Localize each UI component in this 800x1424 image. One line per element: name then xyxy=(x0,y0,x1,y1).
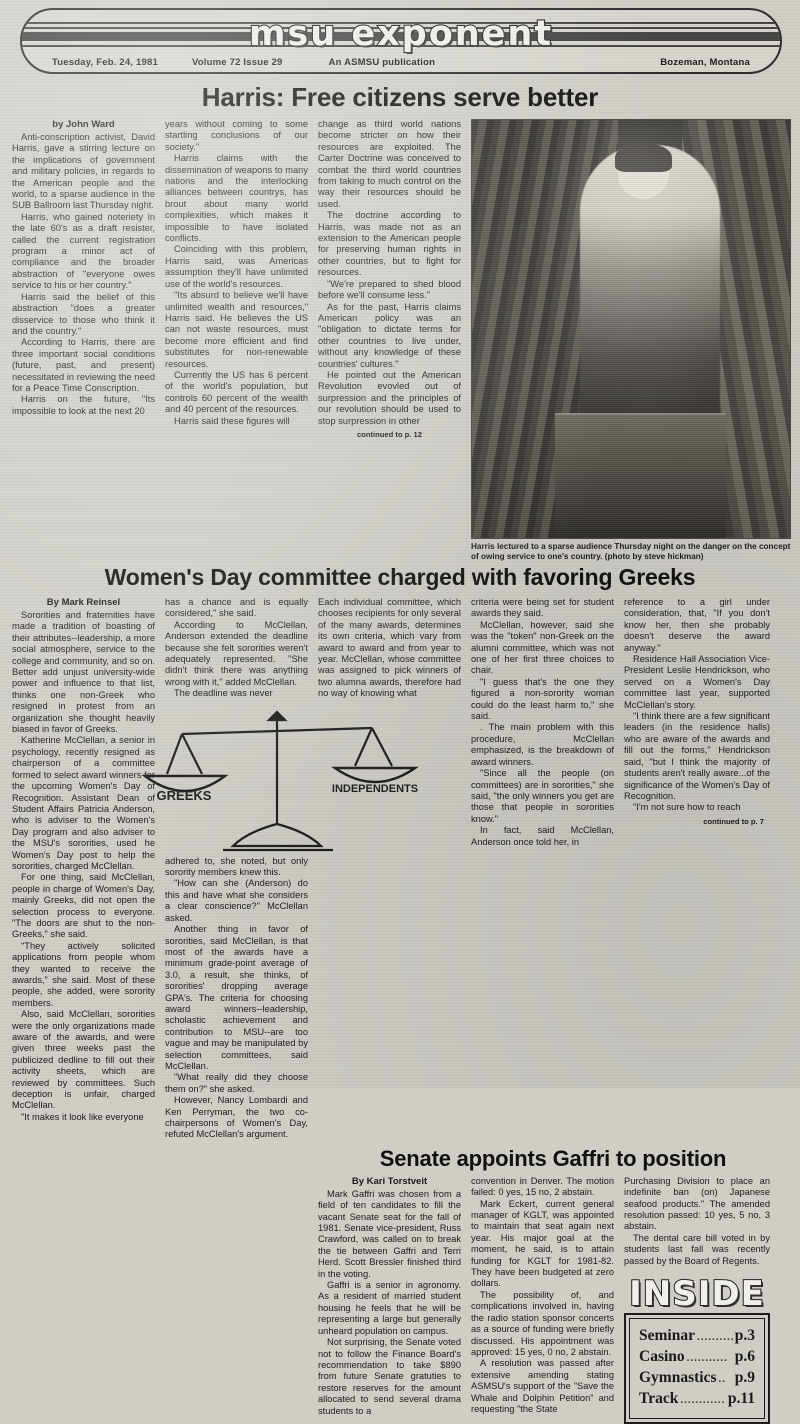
story1-column-3 xyxy=(318,119,461,562)
inside-item-dots: ........... xyxy=(686,1352,728,1365)
paragraph: Katherine McClellan, a senior in psychology, recently resigned as chairperson of a committee formed to select award winners for the upcoming Women's Day of Recognition. Assistant Dean of Student Affairs Patricia Anderson, who is adviser to the Women's Day program and also adviser to the MSU's sororities, used he Women's Day post to help the sororities, charged McClellan. xyxy=(12,735,155,871)
balance-scale-illustration xyxy=(156,704,419,854)
paragraph: Sororities and fraternities have made a tradition of boasting of their attributes--leadership, a more social atmosphere, service to the college and community, and so on. Better add unjust university-wide power and influence to that list, thinks one non-Greek who resigned in protest from an organization she thought heavily biased in favor of Greeks. xyxy=(12,610,155,735)
inside-item-dots: .. xyxy=(718,1373,726,1386)
paragraph: Currently the US has 6 percent of the world's population, but controls 60 percent of the wealth and 40 percent of the resources. xyxy=(165,369,308,415)
paragraph: As for the past, Harris claims American policy was an "obligation to dictate terms for other countries to live under, without any knowledge of these countries' cultures." xyxy=(318,301,461,369)
paragraph: "It makes it look like everyone xyxy=(21,1111,144,1122)
paragraph: Each individual committee, which chooses recipients for only several of the many awards, determines its own criteria, which vary from award to award and from year to year. McClellan, whose committee was assigned to pick winners of two alumna awards, therefore had no way of knowing what xyxy=(318,597,461,699)
story2-columns xyxy=(12,597,788,1141)
paragraph: Mark Eckert, current general manager of KGLT, was appointed to maintain that seat again next year. His major goal at the moment, he said, is to attain funding for KGLT for 1981-82. They have been budgeted at zero dollars. xyxy=(471,1198,614,1289)
paragraph: Coinciding with this problem, Harris said, was Americas assumption they'll have unlimited use of the world's resources. xyxy=(165,244,308,289)
paragraph: A resolution was passed after extensive amending stating ASMSU's support of the "Save the Whale and Dolphin Petition" and requesting "the State xyxy=(471,1358,614,1414)
paragraph: "I'm not sure how to reach xyxy=(633,802,741,813)
story1-column-1 xyxy=(12,119,155,562)
publisher-label: An ASMSU publication xyxy=(328,56,436,68)
paragraph: He pointed out the American Revolution evovled out of surpression and the principles of our revolution should be used to stop surpression in other xyxy=(318,369,461,426)
photo-halftone-grain xyxy=(472,120,790,538)
scale-label-greeks: GREEKS xyxy=(156,787,212,803)
inside-box-inner xyxy=(629,1318,765,1419)
story1-photo-block xyxy=(471,119,791,562)
paragraph: "Since all the people (on committees) are in sororities," she said, "the only winners you get are those that people in sororities know." xyxy=(471,768,614,824)
paragraph: According to Harris, there are three important social conditions (future, past, and present) necessitated in reviewing the need for a Peace Time Conscription. xyxy=(12,337,155,393)
paragraph: reference to a girl under consideration, that, "If you don't know her, then she probably doesn't deserve the award anyway." xyxy=(624,597,770,653)
paragraph: has a chance and is equally considered," she said. xyxy=(165,597,308,619)
inside-box xyxy=(624,1313,770,1424)
paragraph: The dental care bill voted in by students last fall was recently passed by the Board of Regents. xyxy=(624,1232,770,1266)
inside-item-label: Gymnastics xyxy=(639,1369,717,1387)
paragraph: For one thing, said McClellan, people in charge of Women's Day, mainly Greeks, did not open the selection process to everyone. "The doors are shut to the non-Greeks," she said. xyxy=(12,872,155,940)
inside-box-wrap xyxy=(624,1274,770,1424)
inside-item-page: p.9 xyxy=(734,1369,755,1387)
story1-columns xyxy=(12,119,461,562)
story3-column-2 xyxy=(471,1176,614,1424)
paragraph: . The main problem with this procedure, McClellan emphasized, is the breakdown of award winners. xyxy=(471,722,614,767)
paragraph: According to McClellan, Anderson extended the deadline because she felt sororities weren't adequately represented. "She didn't think there was anything wrong with it," added McClellan. xyxy=(165,619,308,687)
paragraph: Also, said McClellan, sororities were the only organizations made aware of the awards, and were given three weeks past the publicized dedline to fill out their activity sheets, which are reviewed by committees. Such deception is unfair, charged McClellan. xyxy=(12,1009,155,1111)
inside-item-label: Track xyxy=(639,1390,679,1408)
story1-byline: by John Ward xyxy=(52,119,115,130)
story3-block xyxy=(318,1145,788,1424)
paragraph: Gaffri is a senior in agronomy. As a resident of married student housing he feels that he will be representing a large but generally unheard population on campus. xyxy=(318,1280,461,1336)
paragraph: Purchasing Division to place an indefinite ban (on) Japanese seafood products." The amended resolution passed: 10 yes, 5 no, 3 abstain. xyxy=(624,1175,770,1232)
paragraph: The doctrine according to Harris, was made not as an extension to the American people for preserving human rights in other countries, but to fight for resources. xyxy=(318,210,461,278)
paragraph: The possibility of, and complications involved in, having the radio station sponsor concerts as a source of funding were briefly discussed. His appointment was approved: 15 yes, 0 no, 2 abstain. xyxy=(471,1289,614,1357)
paragraph: Mark Gaffri was chosen from a field of ten candidates to fill the vacant Senate seat for the fall of 1981. Senate vice-president, Russ Crawford, was called on to break the tie between Gaffri and Terri Herd. Scott Bressler finished third in the voting. xyxy=(318,1188,461,1279)
issue-date: Tuesday, Feb. 24, 1981 xyxy=(52,56,158,68)
paragraph: convention in Denver. The motion failed: 0 yes, 15 no, 2 abstain. xyxy=(471,1175,614,1198)
story2-column-3 xyxy=(318,597,461,1141)
volume-issue: Volume 72 Issue 29 xyxy=(191,56,283,68)
inside-title: INSIDE xyxy=(629,1274,765,1315)
paragraph: adhered to, she noted, but only sorority members knew this. xyxy=(165,855,308,878)
paragraph: Harris claims with the dissemination of weapons to many nations and the interlocking alliances between countrys, has brout about many world complexities, which makes it impossible to have isolated conflicts. xyxy=(165,153,308,244)
city-label: Bozeman, Montana xyxy=(660,56,750,68)
inside-item-label: Casino xyxy=(639,1348,685,1366)
masthead xyxy=(20,8,782,74)
photo-caption: Harris lectured to a sparse audience Thursday night on the danger on the concept of owing service to one's country. (photo by steve hickman) xyxy=(471,542,791,561)
inside-item-gymnastics[interactable] xyxy=(639,1368,755,1389)
scale-label-independents: INDEPENDENTS xyxy=(331,782,419,795)
story3-column-3 xyxy=(624,1176,770,1424)
paragraph: Harris on the future, "Its impossible to look at the next 20 xyxy=(12,394,155,416)
paragraph: "I think there are a few significant leaders (in the residence halls) who are aware of the awards and fill out the forms," Hendrickson said, "but I think the majority of students aren't really aware...of the significance of the Women's Day of Recognition. xyxy=(624,711,770,801)
paragraph: "How can she (Anderson) do this and have what she considers a clear conscience?" McClellan asked. xyxy=(165,878,308,923)
paragraph: Harris, who gained noteriety in the late 60's as a draft resister, called the current registration program a minor act of compliance and the broader abstraction of "everyone owes service to his or her country." xyxy=(12,211,155,291)
story1-column-2 xyxy=(165,119,308,562)
story3-byline: By Kari Torstveit xyxy=(351,1175,428,1187)
paragraph: McClellan, however, said she was the "token" non-Greek on the alumni committee, which was not one of her first three choices to chair. xyxy=(471,619,614,676)
story3-headline: Senate appoints Gaffri to position xyxy=(379,1145,727,1171)
inside-item-page: p.3 xyxy=(734,1327,755,1345)
paragraph: In fact, said McClellan, Anderson once told her, in xyxy=(471,825,614,847)
story2-overflow-block xyxy=(12,1145,308,1424)
inside-item-track[interactable] xyxy=(639,1389,755,1410)
paragraph: Residence Hall Association Vice-President Leslie Hendrickson, who served on a Women's Day committee last year, supported McClellan's story. xyxy=(624,654,770,710)
story3-columns xyxy=(318,1176,788,1424)
story3 xyxy=(12,1145,788,1424)
paragraph: However, Nancy Lombardi and Ken Perryman, the two co-chairpersons of Women's Day, refuted McClellan's argument. xyxy=(165,1095,308,1140)
paragraph: "Its absurd to believe we'll have unlimited wealth and resources," Harris said. He believes the US can not waste resources, must become more efficient and find substitutes for non-renewable resources. xyxy=(165,290,308,369)
story2-column-5 xyxy=(624,597,770,1141)
paragraph: criteria were being set for student awards they said. xyxy=(471,597,614,619)
story1-headline: Harris: Free citizens serve better xyxy=(201,82,599,112)
paragraph: years without coming to some startling conclusions of our society." xyxy=(165,119,308,152)
story2-byline: By Mark Reinsel xyxy=(46,597,121,608)
paragraph: Harris said these figures will xyxy=(174,415,290,426)
paragraph: Anti-conscription activist, David Harris, gave a stirring lecture on the implications of government and military policies, in regards to the American people and the world, to a sparse audience in the SUB Ballroom last Thursday night. xyxy=(12,132,155,211)
paragraph: "They actively solicited applications from people whom they wanted to receive the awards," she said. Most of these people, she added, were sorority members. xyxy=(12,940,155,1008)
paragraph: change as third world nations become stricter on how their resources are exploited. The Carter Doctrine was conceived to combat the third world countries from taking to much control on the way their resources should be used. xyxy=(318,119,461,209)
paragraph: The deadline was never xyxy=(174,688,273,699)
paragraph: Harris said the belief of this abstraction "does a greater disservice to those who think it and the country." xyxy=(12,291,155,336)
inside-item-dots: ............ xyxy=(680,1394,726,1407)
story2 xyxy=(12,597,788,1141)
paragraph: Another thing in favor of sororities, said McClellan, is that most of the awards have a minimum grade-point average of 3.0, a result, she thinks, of sororities' dropping average GPA's. The criteria for choosing award winners--leadership, scholastic achievement and contribution to MSU--are too vague and may be manipulated by selection committees, said McClellan. xyxy=(165,924,308,1071)
inside-item-label: Seminar xyxy=(639,1327,695,1345)
story3-column-1 xyxy=(318,1176,461,1424)
inside-item-dots: .......... xyxy=(696,1331,735,1344)
story2-column-4 xyxy=(471,597,614,1141)
story2-column-1 xyxy=(12,597,155,1141)
inside-item-page: p.11 xyxy=(727,1390,755,1408)
lecture-photo xyxy=(471,119,791,539)
paragraph: "I guess that's the one they figured a non-sorority woman could do the least harm to," she said. xyxy=(471,676,614,722)
inside-item-casino[interactable] xyxy=(639,1347,755,1368)
story2-headline: Women's Day committee charged with favoring Greeks xyxy=(104,564,696,590)
story1 xyxy=(12,119,791,562)
story3-wrap xyxy=(12,1145,788,1424)
inside-item-seminar[interactable] xyxy=(639,1326,755,1347)
paragraph: Not surprising, the Senate voted not to follow the Finance Board's recommendation to take $890 from future Senate gratuties to restore reserves for the amount allocated to send several drama students to a xyxy=(318,1337,461,1416)
masthead-info-bar xyxy=(22,54,780,70)
inside-item-page: p.6 xyxy=(734,1348,755,1366)
paragraph: "We're prepared to shed blood before we'll consume less." xyxy=(318,278,461,301)
story1-continued[interactable]: continued to p. 12 xyxy=(357,429,422,439)
story2-continued[interactable]: continued to p. 7 xyxy=(703,816,764,826)
publication-title: msu exponent xyxy=(248,14,554,54)
paragraph: "What really did they choose them on?" she asked. xyxy=(165,1072,308,1094)
